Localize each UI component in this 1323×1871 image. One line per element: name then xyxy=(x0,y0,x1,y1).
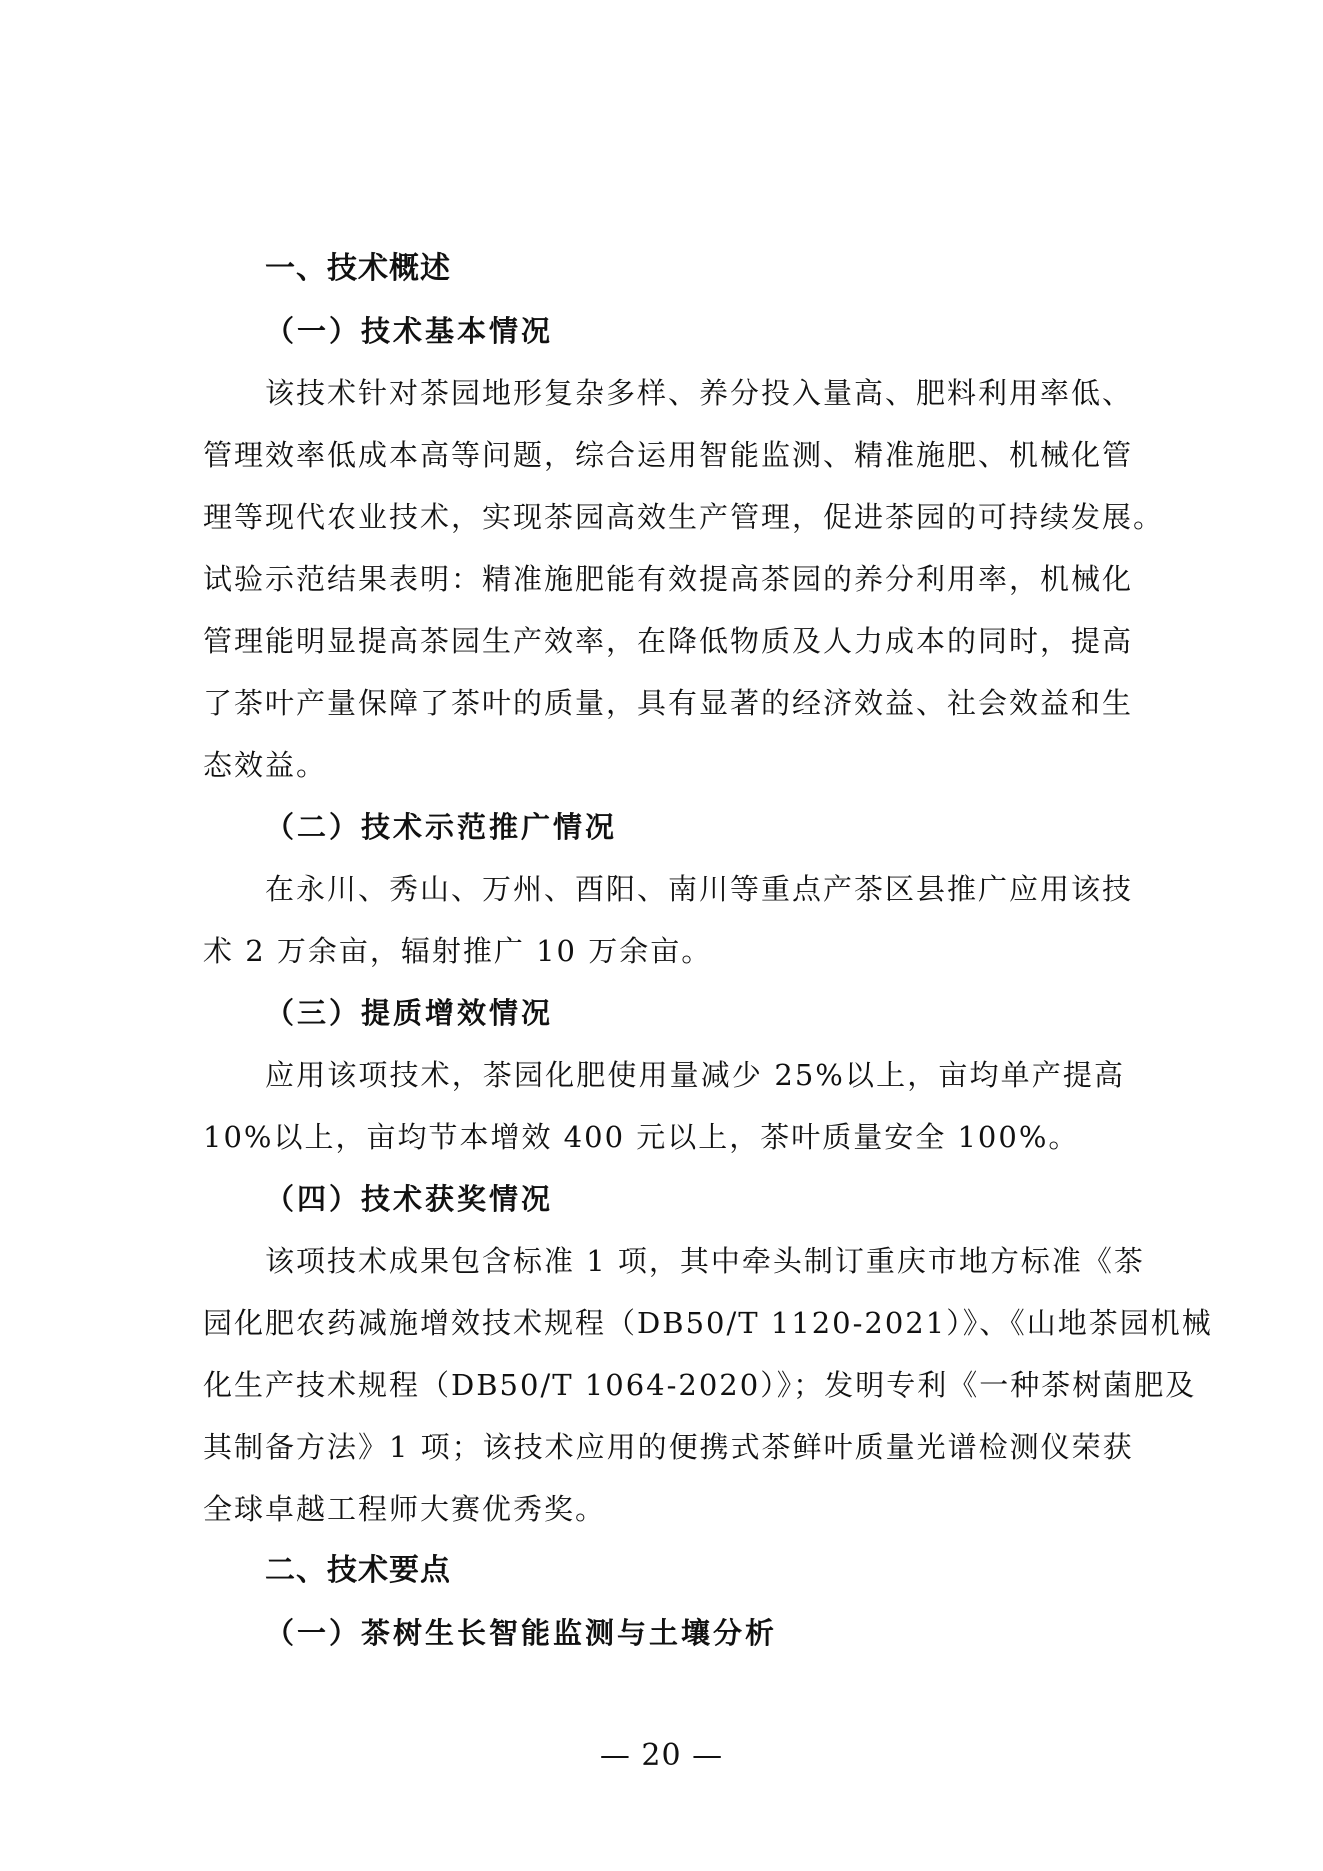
subheading-quality-efficiency: （三）提质增效情况 xyxy=(265,996,554,1030)
text-line: 试验示范结果表明：精准施肥能有效提高茶园的养分利用率，机械化 xyxy=(203,562,1134,596)
subheading-awards: （四）技术获奖情况 xyxy=(265,1182,554,1216)
page-number: — 20 — xyxy=(599,1738,724,1773)
section-heading-overview: 一、技术概述 xyxy=(265,251,451,286)
section-heading-key-points: 二、技术要点 xyxy=(265,1553,451,1588)
text-line: 10%以上，亩均节本增效 400 元以上，茶叶质量安全 100%。 xyxy=(203,1120,1080,1154)
text-line: 其制备方法》1 项；该技术应用的便携式茶鲜叶质量光谱检测仪荣获 xyxy=(203,1430,1134,1464)
text-line: 理等现代农业技术，实现茶园高效生产管理，促进茶园的可持续发展。 xyxy=(203,500,1165,534)
text-line: 全球卓越工程师大赛优秀奖。 xyxy=(203,1492,607,1526)
text-line: 态效益。 xyxy=(203,748,328,782)
text-line: 在永川、秀山、万州、酉阳、南川等重点产茶区县推广应用该技 xyxy=(265,872,1134,906)
text-line: 了茶叶产量保障了茶叶的质量，具有显著的经济效益、社会效益和生 xyxy=(203,686,1134,720)
text-line: 应用该项技术，茶园化肥使用量减少 25%以上，亩均单产提高 xyxy=(265,1058,1125,1092)
document-body xyxy=(203,238,1213,1664)
subheading-monitoring: （一）茶树生长智能监测与土壤分析 xyxy=(265,1616,778,1650)
text-line: 该技术针对茶园地形复杂多样、养分投入量高、肥料利用率低、 xyxy=(265,376,1134,410)
paragraph-awards xyxy=(203,1230,1213,1540)
text-line: 化生产技术规程（DB50/T 1064-2020）》；发明专利《一种茶树菌肥及 xyxy=(203,1368,1197,1402)
text-line: 园化肥农药减施增效技术规程（DB50/T 1120-2021）》、《山地茶园机械 xyxy=(203,1306,1213,1340)
text-line: 管理效率低成本高等问题，综合运用智能监测、精准施肥、机械化管 xyxy=(203,438,1134,472)
paragraph-demonstration xyxy=(203,858,1134,982)
subheading-demonstration: （二）技术示范推广情况 xyxy=(265,810,618,844)
text-line: 管理能明显提高茶园生产效率，在降低物质及人力成本的同时，提高 xyxy=(203,624,1134,658)
text-line: 术 2 万余亩，辐射推广 10 万余亩。 xyxy=(203,934,713,968)
paragraph-quality-efficiency xyxy=(203,1044,1125,1168)
subheading-basic-situation: （一）技术基本情况 xyxy=(265,314,554,348)
text-line: 该项技术成果包含标准 1 项，其中牵头制订重庆市地方标准《茶 xyxy=(265,1244,1145,1278)
paragraph-basic-situation xyxy=(203,362,1165,796)
